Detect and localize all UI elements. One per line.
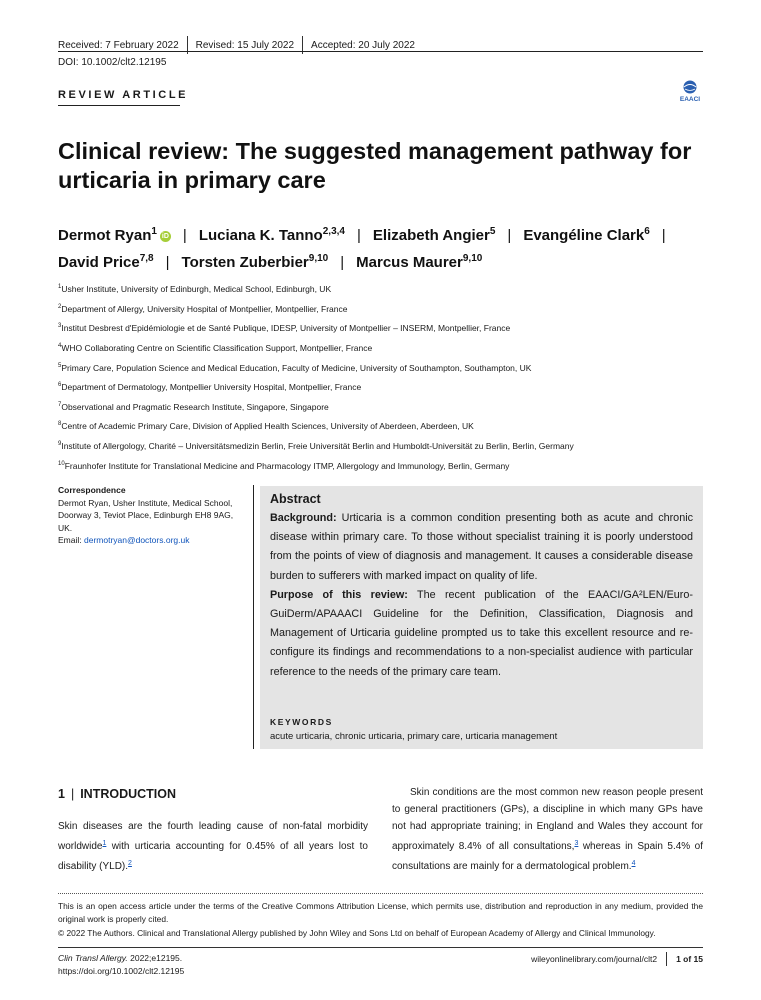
copyright-text: © 2022 The Authors. Clinical and Translational Allergy published by John Wiley and Sons Ltd on behalf of European Academy of Allergy and Clinical Immunology. — [58, 928, 656, 938]
purpose-text: The recent publication of the EAACI/GA²LEN/Euro-GuiDerm/APAAACI Guideline for the Definition, Classification, Diagnosis and Management of Urticaria guideline prompted us to take this excellent resource and re-configure its findings and recommendations to a non-specialist audience with particular reference to the needs of the primary care team. — [270, 588, 693, 678]
accepted-date: Accepted: 20 July 2022 — [311, 39, 415, 51]
affiliation: $^3$Institut Desbrest d'Epidémiologie et de Santé Publique, IDESP, University of Montpellier – INSERM, Montpellier, France — [58, 323, 511, 334]
footer-rule — [58, 947, 703, 948]
purpose-label: Purpose of this review: — [270, 588, 408, 601]
affiliation: $^{10}$Fraunhofer Institute for Translational Medicine and Pharmacology ITMP, Allergology and Immunology, Berlin, Germany — [58, 460, 510, 471]
svg-text:EAACI: EAACI — [679, 96, 701, 103]
affiliation: $^2$Department of Allergy, University Hospital of Montpellier, Montpellier, France — [58, 303, 348, 314]
affiliation: $^5$Primary Care, Population Science and Medical Education, Faculty of Medicine, University of Southampton, Southampton, UK — [58, 362, 532, 373]
keywords: acute urticaria, chronic urticaria, primary care, urticaria management — [270, 731, 558, 742]
affiliation: $^6$Department of Dermatology, Montpellier University Hospital, Montpellier, France — [58, 381, 362, 392]
author[interactable]: Evangéline Clark$^6$ — [523, 226, 650, 244]
correspondence: Correspondence Dermot Ryan, Usher Institute, Medical School, Doorway 3, Teviot Place, Edinburgh EH8 9AG, UK. Email: dermotryan@doctors.org.uk — [58, 484, 243, 547]
abstract-heading: Abstract — [270, 492, 321, 506]
section-heading: 1 | INTRODUCTION — [58, 787, 177, 801]
author[interactable]: Dermot Ryan$^1$ — [58, 226, 157, 244]
column-divider — [253, 485, 254, 749]
globe-icon — [676, 79, 704, 103]
license-divider — [58, 893, 703, 894]
background-label: Background: — [270, 512, 337, 524]
author-separator: | — [182, 227, 187, 244]
revised-date: Revised: 15 July 2022 — [195, 39, 295, 51]
affiliations — [58, 279, 718, 475]
affiliation: $^4$WHO Collaborating Centre on Scientific Classification Support, Montpellier, France — [58, 342, 373, 353]
article-title: Clinical review: The suggested management pathway for urticaria in primary care — [58, 138, 692, 193]
author[interactable]: Luciana K. Tanno$^{2,3,4}$ — [198, 226, 345, 244]
abstract-body — [270, 509, 693, 682]
divider — [666, 952, 667, 966]
intro-left-column: Skin diseases are the fourth leading cause of non-fatal morbidity worldwide$^1$ with urticaria accounting for 0.45% of all years lost to disability (YLD).$^2$ — [58, 821, 368, 872]
section-rule — [58, 105, 180, 106]
author-list: Dermot Ryan$^1$ iD | Luciana K. Tanno$^{2,3,4}$ | Elizabeth Angier$^5$ | Evangéline Clark$^6$ | David Price$^{7,8}$ | Torsten Zuberbier$^{9,10}$ | Marcus Maurer$^{9,10}$ — [58, 226, 666, 271]
eaaci-logo — [676, 79, 704, 103]
author[interactable]: Torsten Zuberbier$^{9,10}$ — [181, 253, 329, 271]
journal-site-link[interactable]: wileyonlinelibrary.com/journal/clt2 — [531, 954, 658, 964]
email-link[interactable]: dermotryan@doctors.org.uk — [83, 535, 190, 545]
affiliation: $^8$Centre of Academic Primary Care, Division of Applied Health Sciences, University of Aberdeen, Aberdeen, UK — [58, 421, 474, 432]
keywords-heading: KEYWORDS — [270, 717, 333, 727]
affiliation: $^1$Usher Institute, University of Edinburgh, Medical School, Edinburgh, UK — [58, 283, 332, 294]
author[interactable]: Marcus Maurer$^{9,10}$ — [356, 253, 483, 271]
background-text: Urticaria is a common condition presenting both as acute and chronic disease within primary care. To those without specialist training it is poorly understood from the points of view of diagnosis and management. It causes a considerable disease burden to sufferers with marked impact on quality of life. — [270, 512, 693, 582]
affiliation: $^9$Institute of Allergology, Charité – Universitätsmedizin Berlin, Freie Universität Berlin and Humboldt-Universität zu Berlin, Berlin, Germany — [58, 440, 574, 451]
affiliation: $^7$Observational and Pragmatic Research Institute, Singapore, Singapore — [58, 401, 329, 412]
footer-right — [531, 952, 703, 966]
author[interactable]: Elizabeth Angier$^5$ — [372, 226, 496, 244]
header-rule — [58, 51, 703, 52]
intro-right-column: Skin conditions are the most common new reason people present to general practitioners (GPs), a discipline in which many GPs have not had appropriate training; in England and Wales they account for approximately 8.4% of all consultations,$^3$ whereas in Spain 5.4% of consultations are mainly for a dermatological problem.$^4$ — [392, 787, 703, 872]
reference-link[interactable]: 1 — [102, 840, 107, 847]
page-number: 1 of 15 — [676, 954, 703, 964]
footer-doi-link[interactable]: https://doi.org/10.1002/clt2.12195 — [58, 965, 185, 976]
doi: DOI: 10.1002/clt2.12195 — [58, 57, 167, 68]
correspondence-address: Dermot Ryan, Usher Institute, Medical School, Doorway 3, Teviot Place, Edinburgh EH8 9AG, UK. — [58, 497, 234, 533]
received-date: Received: 7 February 2022 — [58, 39, 179, 51]
section-label: REVIEW ARTICLE — [58, 89, 189, 101]
footer-citation: Clin Transl Allergy. 2022;e12195. https://doi.org/10.1002/clt2.12195 — [58, 953, 185, 976]
correspondence-heading: Correspondence — [58, 485, 126, 495]
reference-link[interactable]: 3 — [574, 840, 579, 847]
reference-link[interactable]: 4 — [631, 860, 636, 867]
license-text: This is an open access article under the terms of the Creative Commons Attribution License, which permits use, distribution and reproduction in any medium, provided the original work is properly cited. — [58, 901, 703, 924]
orcid-icon[interactable]: iD — [161, 233, 169, 240]
reference-link[interactable]: 2 — [128, 860, 132, 867]
author[interactable]: David Price$^{7,8}$ — [58, 253, 154, 271]
